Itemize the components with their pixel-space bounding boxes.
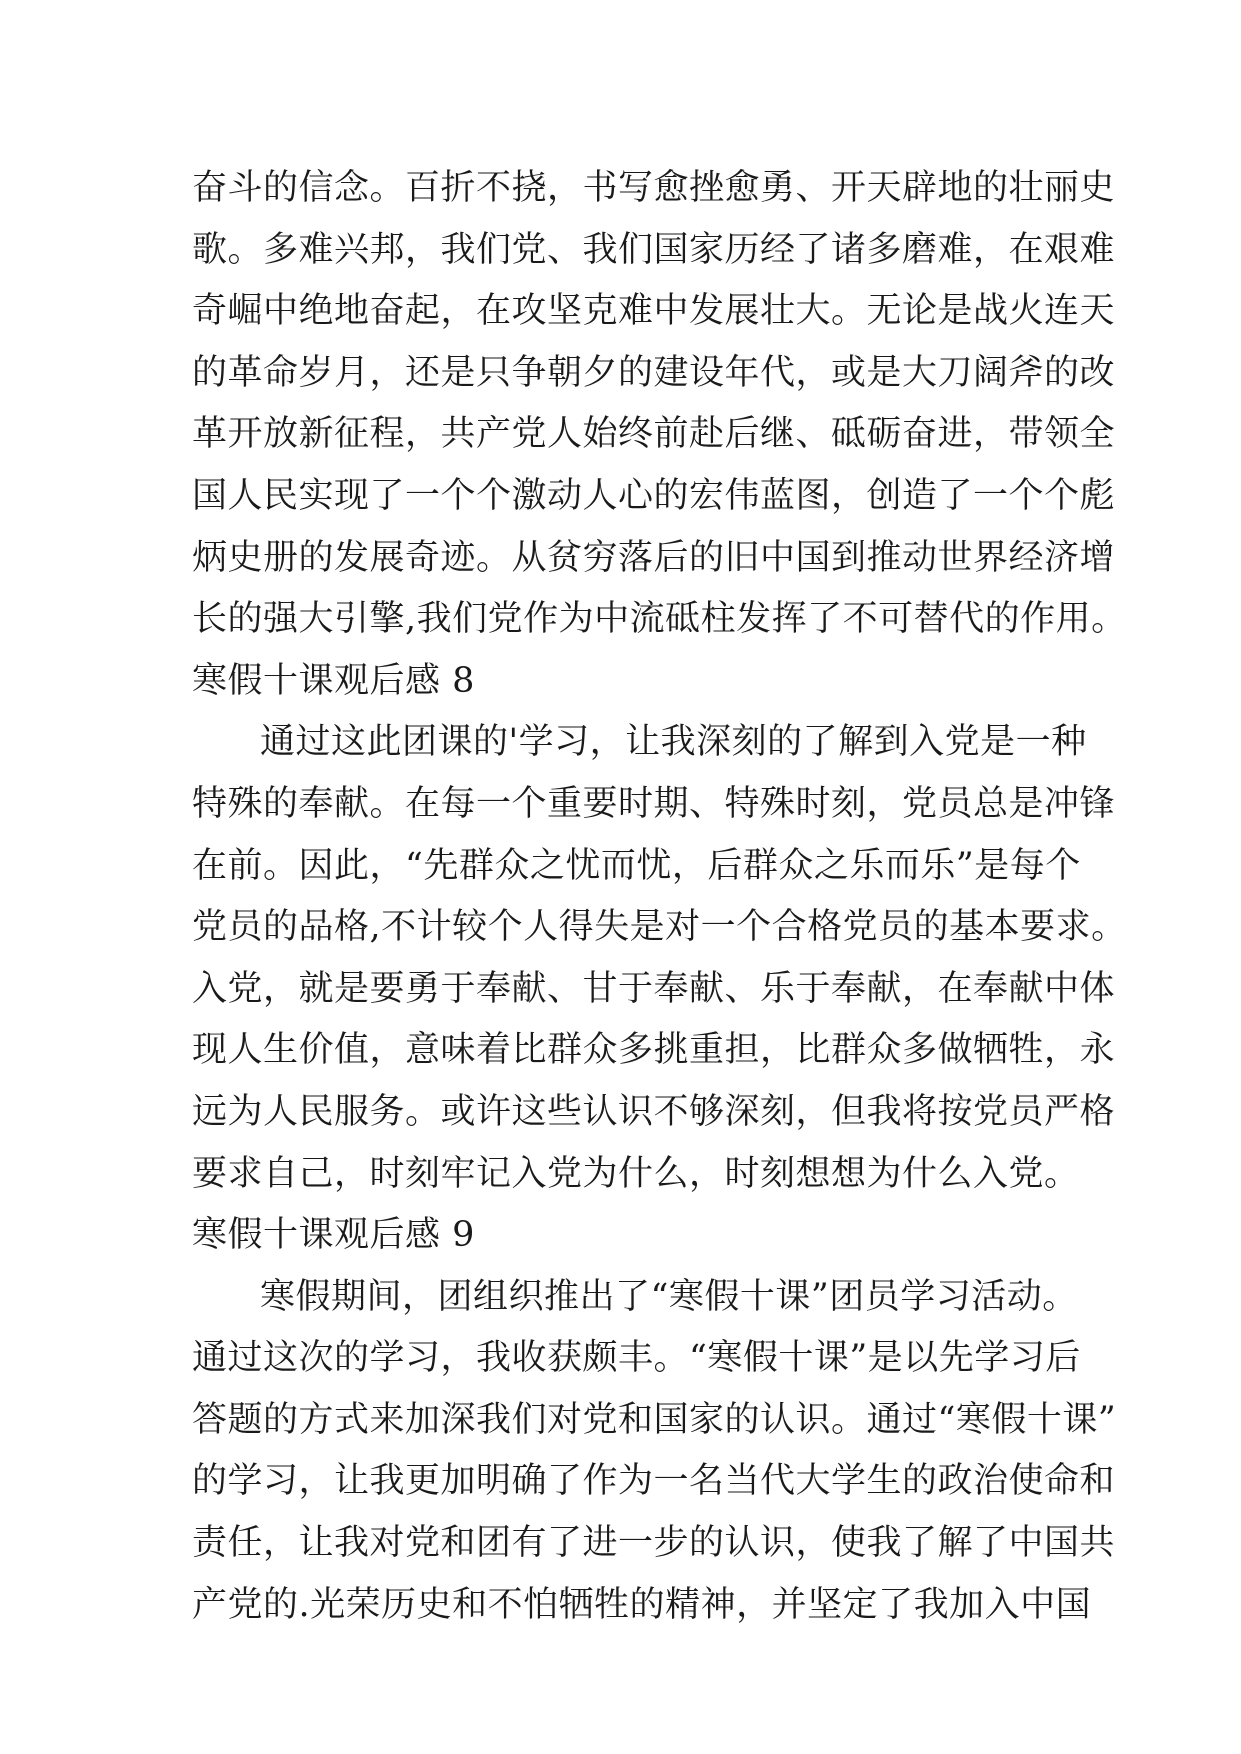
- paragraph-line: 革开放新征程，共产党人始终前赴后继、砥砺奋进，带领全: [192, 414, 1116, 455]
- paragraph-first-line: 通过这此团课的'学习，让我深刻的了解到入党是一种: [260, 722, 1087, 763]
- paragraph-line: 答题的方式来加深我们对党和国家的认识。通过“寒假十课”: [192, 1399, 1117, 1440]
- paragraph-line: 责任，让我对党和团有了进一步的认识，使我了解了中国共: [192, 1523, 1116, 1564]
- section-heading: 寒假十课观后感 9: [192, 1215, 475, 1256]
- paragraph-line: 的学习，让我更加明确了作为一名当代大学生的政治使命和: [192, 1461, 1116, 1502]
- paragraph-line: 入党，就是要勇于奉献、甘于奉献、乐于奉献，在奉献中体: [192, 968, 1116, 1009]
- paragraph-line: 奋斗的信念。百折不挠，书写愈挫愈勇、开天辟地的壮丽史: [192, 168, 1116, 208]
- paragraph-first-line: 寒假期间，团组织推出了“寒假十课”团员学习活动。: [260, 1276, 1078, 1317]
- paragraph-line: 歌。多难兴邦，我们党、我们国家历经了诸多磨难，在艰难: [192, 229, 1116, 270]
- paragraph-line: 在前。因此，“先群众之忧而忧，后群众之乐而乐”是每个: [192, 845, 1081, 886]
- paragraph-line: 炳史册的发展奇迹。从贫穷落后的旧中国到推动世界经济增: [192, 537, 1116, 578]
- paragraph-line: 国人民实现了一个个激动人心的宏伟蓝图，创造了一个个彪: [192, 475, 1116, 516]
- paragraph-line: 产党的.光荣历史和不怕牺牲的精神，并坚定了我加入中国: [192, 1584, 1092, 1625]
- paragraph-line: 远为人民服务。或许这些认识不够深刻，但我将按党员严格: [192, 1091, 1116, 1132]
- paragraph-last-line: 要求自己，时刻牢记入党为什么，时刻想想为什么入党。: [192, 1153, 1080, 1194]
- paragraph-line: 长的强大引擎,我们党作为中流砥柱发挥了不可替代的作用。: [192, 599, 1127, 640]
- section-heading: 寒假十课观后感 8: [192, 660, 475, 701]
- paragraph-line: 通过这次的学习，我收获颇丰。“寒假十课”是以先学习后: [192, 1338, 1081, 1379]
- paragraph-line: 的革命岁月，还是只争朝夕的建设年代，或是大刀阔斧的改: [192, 352, 1116, 393]
- paragraph-line: 现人生价值，意味着比群众多挑重担，比群众多做牺牲，永: [192, 1030, 1116, 1071]
- paragraph-line: 特殊的奉献。在每一个重要时期、特殊时刻，党员总是冲锋: [192, 783, 1116, 824]
- paragraph-line: 党员的品格,不计较个人得失是对一个合格党员的基本要求。: [192, 907, 1127, 948]
- paragraph-line: 奇崛中绝地奋起，在攻坚克难中发展壮大。无论是战火连天: [192, 291, 1116, 332]
- body-text: [192, 158, 1127, 1636]
